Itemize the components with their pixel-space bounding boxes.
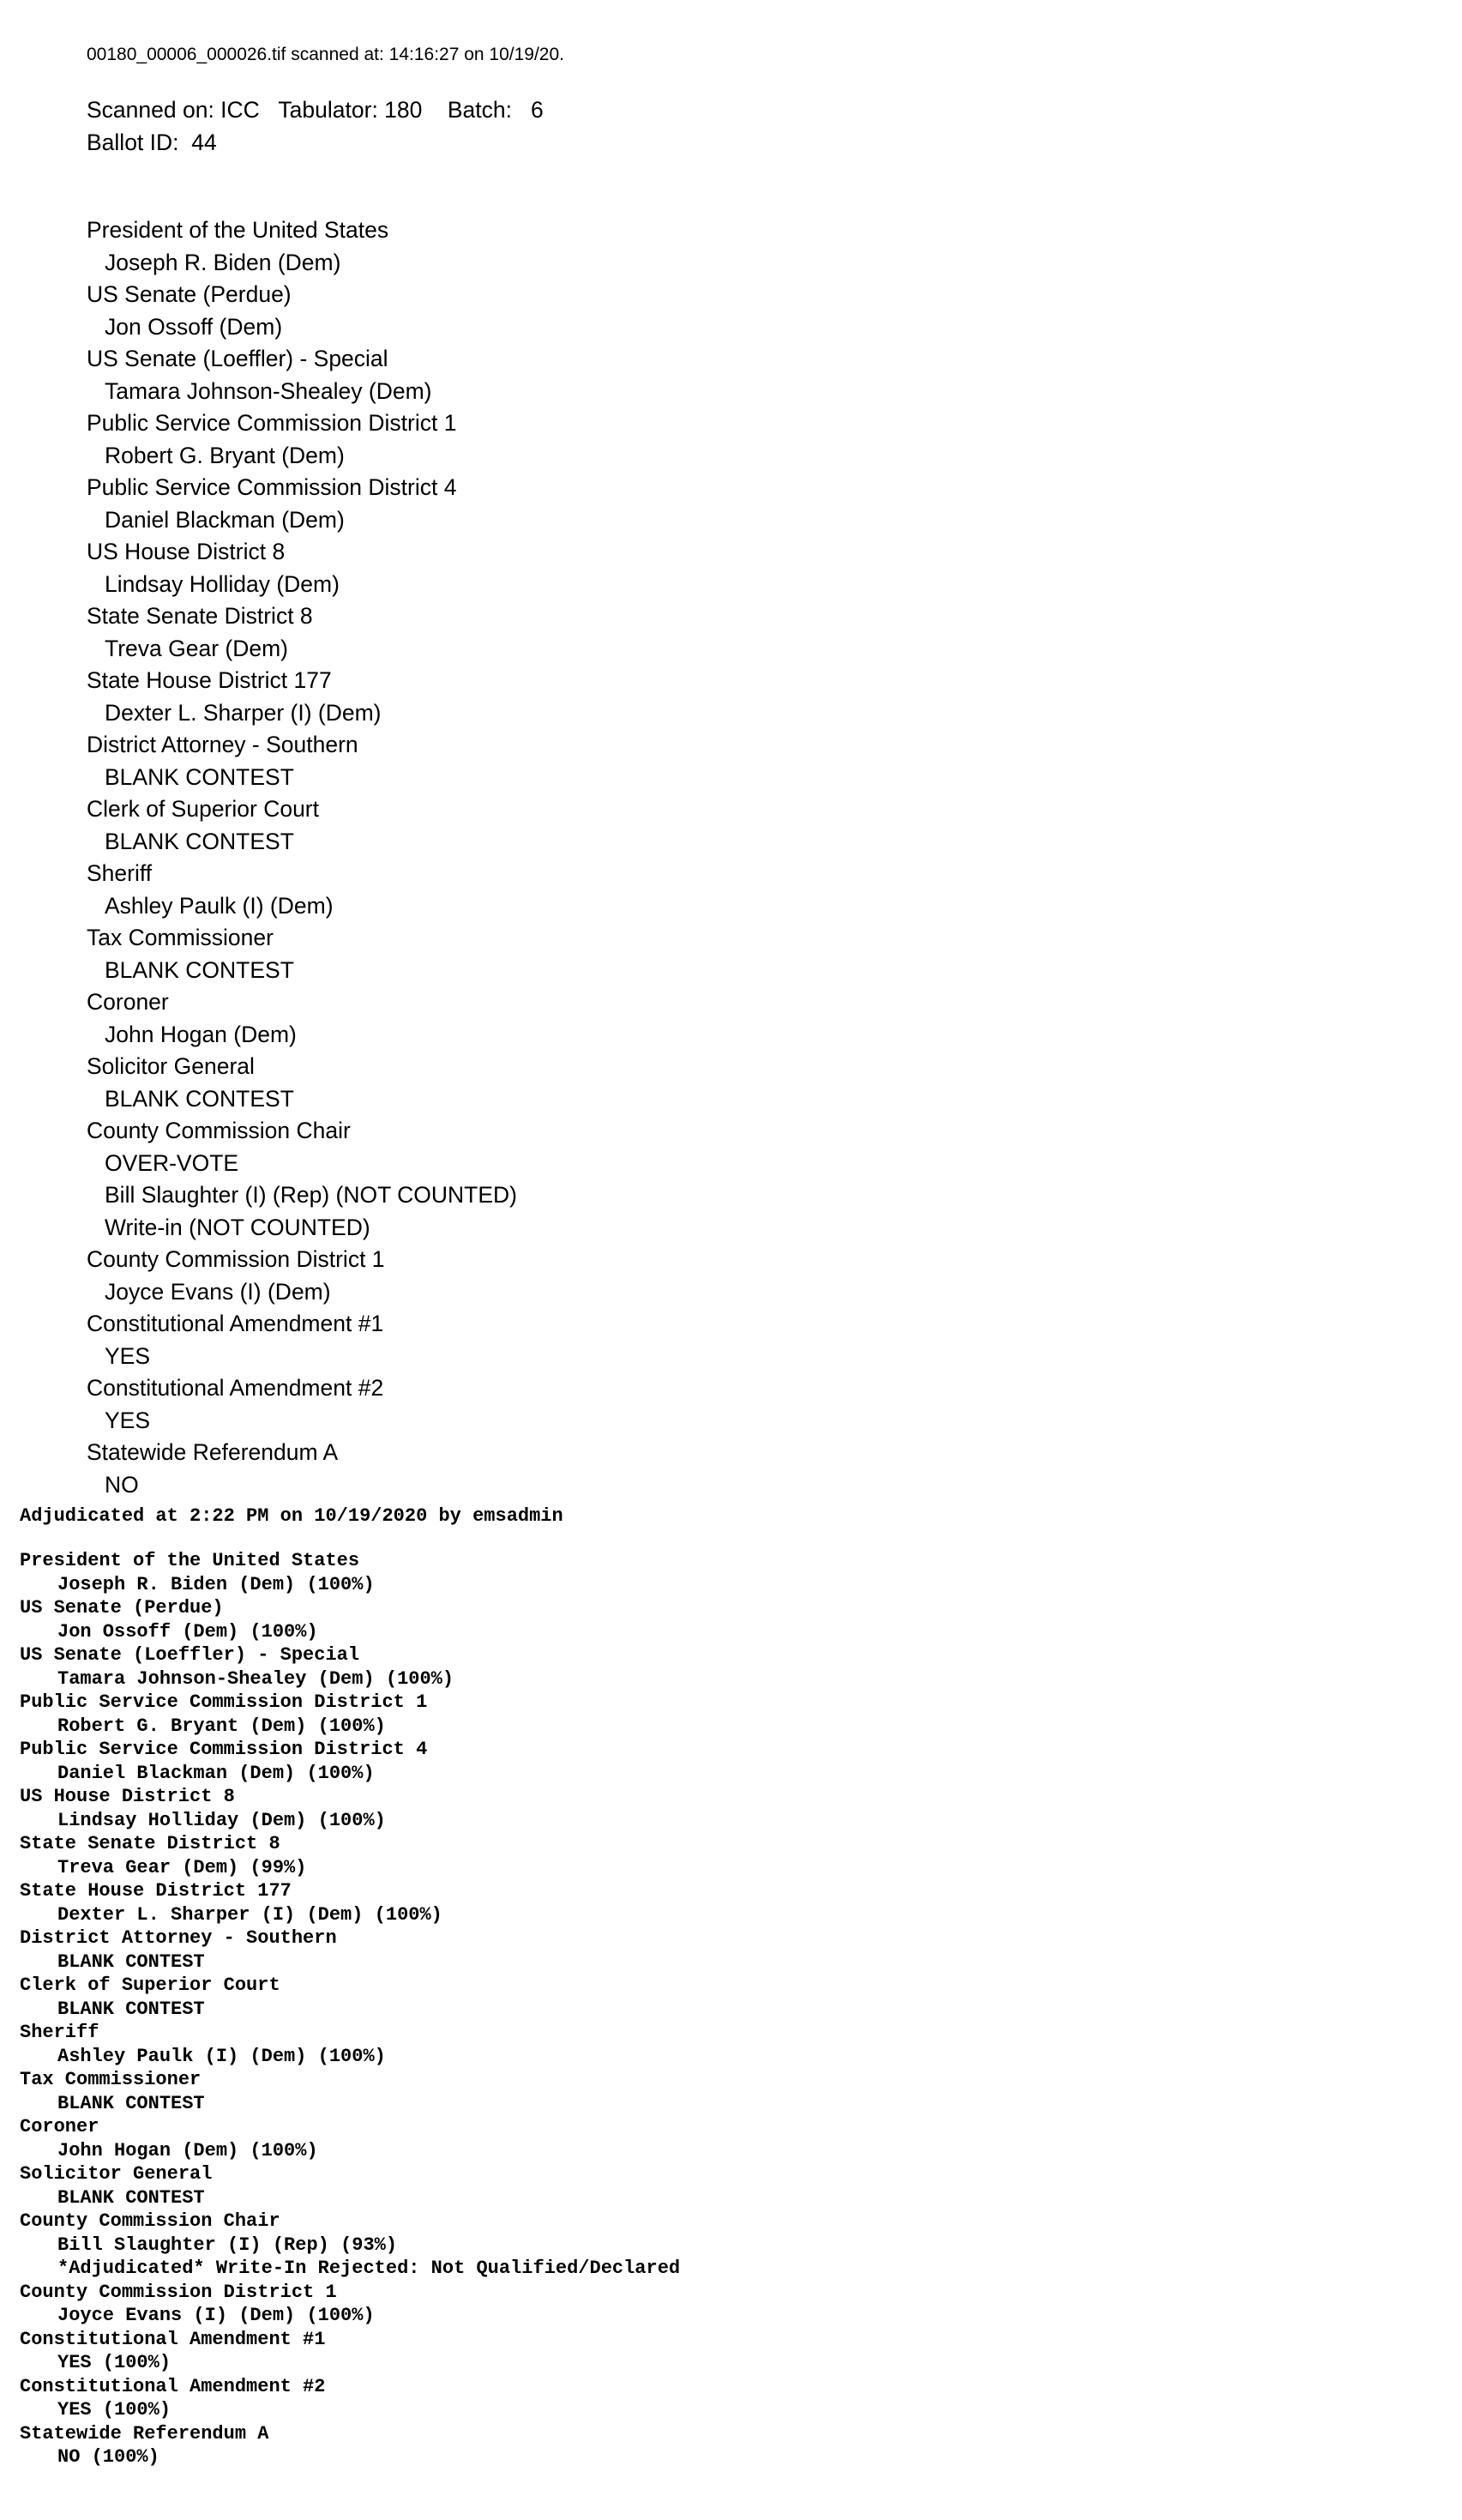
contest-title: Sheriff xyxy=(87,860,153,886)
adjudicated-choice: Lindsay Holliday (Dem) (100%) xyxy=(57,1809,386,1831)
contest-choice: Robert G. Bryant (Dem) xyxy=(105,442,345,468)
adjudicated-choice: John Hogan (Dem) (100%) xyxy=(57,2139,318,2161)
adjudicated-choice: Dexter L. Sharper (I) (Dem) (100%) xyxy=(57,1903,442,1926)
contest-title: US Senate (Loeffler) - Special xyxy=(87,346,388,371)
contest-choice: Jon Ossoff (Dem) xyxy=(105,313,283,340)
contest-choice: YES xyxy=(105,1342,151,1369)
adjudicated-contest-title: Clerk of Superior Court xyxy=(20,1974,280,1996)
adjudication-list xyxy=(20,1549,680,2469)
contest-title: Statewide Referendum A xyxy=(87,1439,339,1465)
contest-choice: BLANK CONTEST xyxy=(105,956,294,983)
contest-choice: Ashley Paulk (I) (Dem) xyxy=(105,892,334,919)
contest-title: US House District 8 xyxy=(87,539,286,564)
contest-title: Solicitor General xyxy=(87,1053,255,1079)
adjudicated-choice: Joyce Evans (I) (Dem) (100%) xyxy=(57,2305,375,2326)
adjudicated-contest-title: District Attorney - Southern xyxy=(20,1927,337,1949)
spacer xyxy=(87,159,564,214)
adjudicated-contest-title: Coroner xyxy=(20,2116,99,2137)
adjudicated-choice: Jon Ossoff (Dem) (100%) xyxy=(57,1620,318,1643)
adjudicated-choice: Tamara Johnson-Shealey (Dem) (100%) xyxy=(57,1667,454,1690)
adjudicated-contest-title: US Senate (Perdue) xyxy=(20,1597,224,1619)
adjudicated-choice: NO (100%) xyxy=(57,2446,159,2468)
adjudicated-contest-title: Constitutional Amendment #2 xyxy=(20,2375,326,2397)
adjudicated-contest-title: State Senate District 8 xyxy=(20,1833,280,1854)
adjudicated-contest-title: County Commission Chair xyxy=(20,2210,280,2232)
adjudication-note: *Adjudicated* Write-In Rejected: Not Qualified/Declared xyxy=(57,2258,681,2279)
adjudicated-choice: Daniel Blackman (Dem) (100%) xyxy=(57,1762,375,1784)
contest-title: Constitutional Amendment #2 xyxy=(87,1375,384,1401)
contest-title: Constitutional Amendment #1 xyxy=(87,1311,384,1336)
contest-title: Coroner xyxy=(87,989,169,1015)
adjudicated-choice: Joseph R. Biden (Dem) (100%) xyxy=(57,1573,375,1595)
contest-choice: BLANK CONTEST xyxy=(105,1085,294,1112)
contest-choice: Treva Gear (Dem) xyxy=(105,635,288,661)
contest-list xyxy=(87,214,564,1501)
contest-choice: OVER-VOTE xyxy=(105,1149,239,1176)
contest-choice: John Hogan (Dem) xyxy=(105,1021,297,1047)
adjudicated-choice: YES (100%) xyxy=(57,2399,171,2421)
contest-choice: YES xyxy=(105,1407,151,1433)
contest-choice: Joyce Evans (I) (Dem) xyxy=(105,1278,331,1305)
scanner-info: Scanned on: ICC Tabulator: 180 Batch: 6 xyxy=(87,97,544,123)
adjudicated-contest-title: Sheriff xyxy=(20,2022,99,2043)
adjudicated-contest-title: US House District 8 xyxy=(20,1786,235,1807)
adjudicated-choice: BLANK CONTEST xyxy=(57,1998,205,2020)
adjudicated-contest-title: Public Service Commission District 1 xyxy=(20,1691,428,1713)
adjudicated-choice: Ashley Paulk (I) (Dem) (100%) xyxy=(57,2045,386,2067)
contest-title: District Attorney - Southern xyxy=(87,732,358,757)
adjudicated-choice: BLANK CONTEST xyxy=(57,2092,205,2114)
contest-title: State Senate District 8 xyxy=(87,603,313,629)
contest-title: Tax Commissioner xyxy=(87,925,274,950)
contest-choice: Write-in (NOT COUNTED) xyxy=(105,1214,370,1240)
adjudicated-choice: BLANK CONTEST xyxy=(57,2186,205,2209)
adjudicated-contest-title: Solicitor General xyxy=(20,2163,213,2185)
adjudicated-contest-title: Tax Commissioner xyxy=(20,2069,202,2090)
contest-choice: Lindsay Holliday (Dem) xyxy=(105,570,340,597)
adjudicated-contest-title: Statewide Referendum A xyxy=(20,2422,269,2445)
adjudicated-choice: YES (100%) xyxy=(57,2352,171,2373)
adjudicated-contest-title: State House District 177 xyxy=(20,1880,292,1902)
contest-choice: Bill Slaughter (I) (Rep) (NOT COUNTED) xyxy=(105,1182,517,1208)
adjudication-title: Adjudicated at 2:22 PM on 10/19/2020 by emsadmin xyxy=(20,1505,563,1527)
contest-choice: Daniel Blackman (Dem) xyxy=(105,506,345,533)
contest-title: County Commission Chair xyxy=(87,1118,351,1143)
contest-choice: Joseph R. Biden (Dem) xyxy=(105,249,341,275)
contest-choice: Tamara Johnson-Shealey (Dem) xyxy=(105,377,432,404)
contest-title: Public Service Commission District 1 xyxy=(87,410,457,436)
scan-info-line: 00180_00006_000026.tif scanned at: 14:16:27 on 10/19/20. xyxy=(87,45,564,64)
contest-title: Public Service Commission District 4 xyxy=(87,474,457,500)
ballot-scan-section xyxy=(87,38,564,1501)
adjudicated-choice: Robert G. Bryant (Dem) (100%) xyxy=(57,1715,386,1737)
contest-choice: BLANK CONTEST xyxy=(105,828,294,854)
contest-choice: NO xyxy=(105,1471,139,1498)
contest-title: State House District 177 xyxy=(87,667,332,693)
contest-choice: BLANK CONTEST xyxy=(105,763,294,790)
contest-choice: Dexter L. Sharper (I) (Dem) xyxy=(105,699,382,726)
contest-title: President of the United States xyxy=(87,217,389,243)
adjudicated-contest-title: County Commission District 1 xyxy=(20,2281,337,2303)
contest-title: US Senate (Perdue) xyxy=(87,281,292,307)
adjudicated-contest-title: Public Service Commission District 4 xyxy=(20,1739,428,1760)
adjudication-section xyxy=(20,1504,680,2469)
ballot-id: Ballot ID: 44 xyxy=(87,129,217,155)
adjudicated-contest-title: Constitutional Amendment #1 xyxy=(20,2328,326,2350)
adjudicated-choice: Treva Gear (Dem) (99%) xyxy=(57,1856,307,1878)
contest-title: County Commission District 1 xyxy=(87,1246,385,1272)
adjudicated-contest-title: US Senate (Loeffler) - Special xyxy=(20,1644,360,1666)
adjudicated-contest-title: President of the United States xyxy=(20,1550,360,1571)
adjudicated-choice: BLANK CONTEST xyxy=(57,1950,205,1973)
contest-title: Clerk of Superior Court xyxy=(87,796,319,822)
adjudicated-choice: Bill Slaughter (I) (Rep) (93%) xyxy=(57,2234,398,2256)
